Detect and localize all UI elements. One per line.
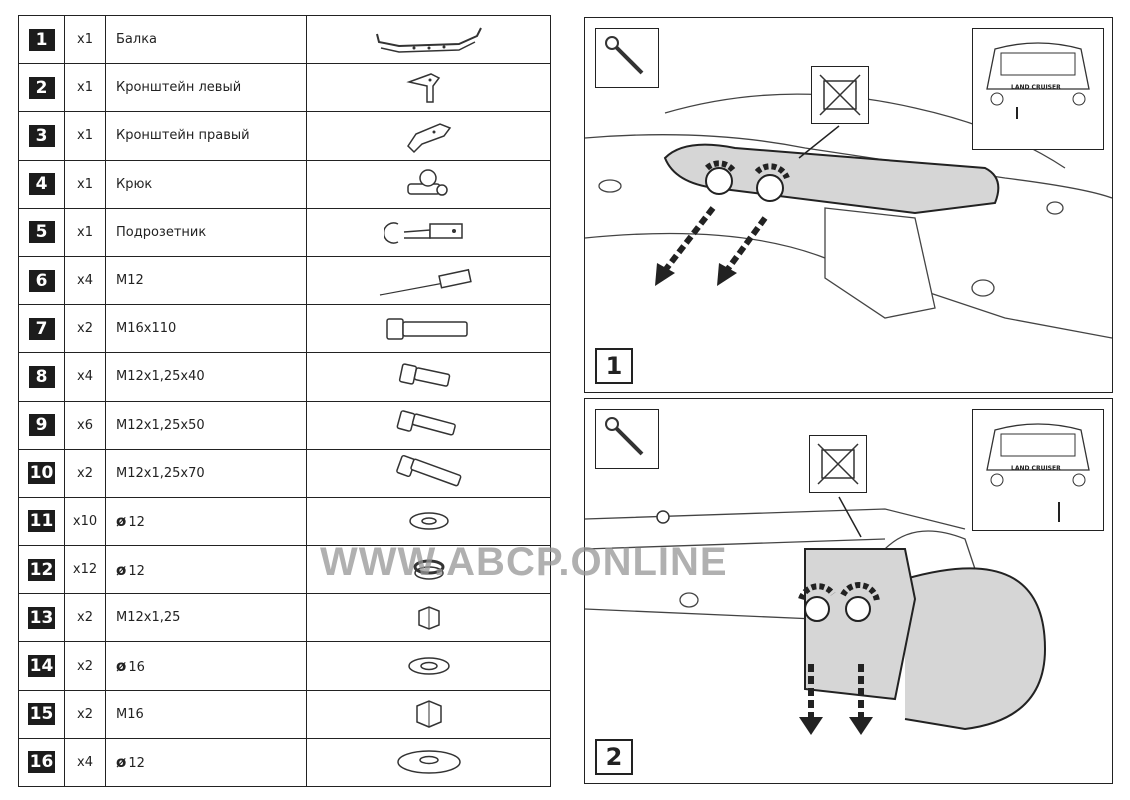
no-bumper-icon — [811, 66, 869, 124]
license-plate-text: LAND CRUISER — [1011, 465, 1061, 472]
parts-row — [19, 353, 551, 401]
part-name: 12 — [128, 756, 145, 772]
part-name: M12x1,25x70 — [106, 449, 307, 497]
part-number: 16 — [29, 752, 54, 773]
step-number: 1 — [595, 348, 633, 384]
left-bracket-drawing — [307, 64, 551, 112]
part-quantity: x4 — [65, 256, 106, 304]
part-quantity: x10 — [65, 497, 106, 545]
part-number: 8 — [29, 366, 55, 388]
part-name: M12x1,25x40 — [106, 353, 307, 401]
license-plate-text: LAND CRUISER — [1011, 84, 1061, 91]
part-name: Крюк — [106, 160, 307, 208]
part-quantity: x4 — [65, 353, 106, 401]
part-quantity: x6 — [65, 401, 106, 449]
parts-row — [19, 497, 551, 545]
step-1-panel — [584, 17, 1113, 393]
part-name: M12x1,25x50 — [106, 401, 307, 449]
parts-row — [19, 449, 551, 497]
parts-row — [19, 64, 551, 112]
socket-plate-drawing — [307, 208, 551, 256]
socket-wrench-icon — [595, 28, 659, 88]
part-quantity: x1 — [65, 64, 106, 112]
part-number: 12 — [29, 559, 54, 580]
part-quantity: x12 — [65, 546, 106, 594]
parts-row — [19, 112, 551, 160]
part-name: 12 — [128, 563, 145, 579]
long-bolt-drawing — [307, 305, 551, 353]
bolt-40-drawing — [307, 353, 551, 401]
large-washer-drawing — [307, 738, 551, 786]
part-name: Кронштейн левый — [106, 64, 307, 112]
part-number: 9 — [29, 414, 55, 436]
part-name: Кронштейн правый — [106, 112, 307, 160]
part-number: 4 — [29, 173, 55, 195]
part-name: M12x1,25 — [106, 594, 307, 642]
part-quantity: x2 — [65, 594, 106, 642]
part-name: M16 — [106, 690, 307, 738]
part-quantity: x1 — [65, 160, 106, 208]
part-number: 11 — [29, 511, 54, 532]
parts-list-table — [18, 15, 551, 787]
part-number: 6 — [29, 270, 55, 292]
part-name: 16 — [128, 660, 145, 676]
parts-row — [19, 16, 551, 64]
wire-clip-drawing — [307, 256, 551, 304]
diameter-symbol: ø — [116, 512, 127, 531]
beam-drawing — [307, 16, 551, 64]
part-number: 14 — [29, 656, 54, 677]
part-number: 15 — [29, 704, 54, 725]
flat-washer-drawing — [307, 497, 551, 545]
diameter-symbol: ø — [116, 657, 127, 676]
part-number: 13 — [29, 607, 54, 628]
part-number: 10 — [29, 463, 54, 484]
car-rear-view-icon — [972, 28, 1104, 150]
step-number: 2 — [595, 739, 633, 775]
diameter-symbol: ø — [116, 560, 127, 579]
parts-row — [19, 401, 551, 449]
part-quantity: x2 — [65, 642, 106, 690]
part-number: 2 — [29, 77, 55, 99]
no-bumper-icon — [809, 435, 867, 493]
parts-row — [19, 160, 551, 208]
part-number: 7 — [29, 318, 55, 340]
tow-hook-drawing — [307, 160, 551, 208]
diameter-symbol: ø — [116, 753, 127, 772]
spring-washer-drawing — [307, 546, 551, 594]
parts-row — [19, 690, 551, 738]
part-quantity: x4 — [65, 738, 106, 786]
part-number: 3 — [29, 125, 55, 147]
part-name: M12 — [106, 256, 307, 304]
nut-m16-drawing — [307, 690, 551, 738]
part-number: 1 — [29, 29, 55, 51]
nut-m12-drawing — [307, 594, 551, 642]
parts-row — [19, 305, 551, 353]
parts-row — [19, 738, 551, 786]
socket-wrench-icon — [595, 409, 659, 469]
part-number: 5 — [29, 221, 55, 243]
parts-row — [19, 642, 551, 690]
parts-row — [19, 546, 551, 594]
part-quantity: x1 — [65, 112, 106, 160]
parts-row — [19, 256, 551, 304]
washer-16-drawing — [307, 642, 551, 690]
car-rear-view-icon — [972, 409, 1104, 531]
part-name: Балка — [106, 16, 307, 64]
bolt-70-drawing — [307, 449, 551, 497]
part-quantity: x1 — [65, 208, 106, 256]
part-quantity: x2 — [65, 305, 106, 353]
part-quantity: x2 — [65, 449, 106, 497]
parts-row — [19, 594, 551, 642]
bolt-50-drawing — [307, 401, 551, 449]
part-quantity: x2 — [65, 690, 106, 738]
parts-row — [19, 208, 551, 256]
watermark-text: WWW.ABCP.ONLINE — [320, 540, 728, 584]
part-name: M16x110 — [106, 305, 307, 353]
right-bracket-drawing — [307, 112, 551, 160]
part-name: 12 — [128, 515, 145, 531]
part-quantity: x1 — [65, 16, 106, 64]
part-name: Подрозетник — [106, 208, 307, 256]
step-2-panel — [584, 398, 1113, 784]
